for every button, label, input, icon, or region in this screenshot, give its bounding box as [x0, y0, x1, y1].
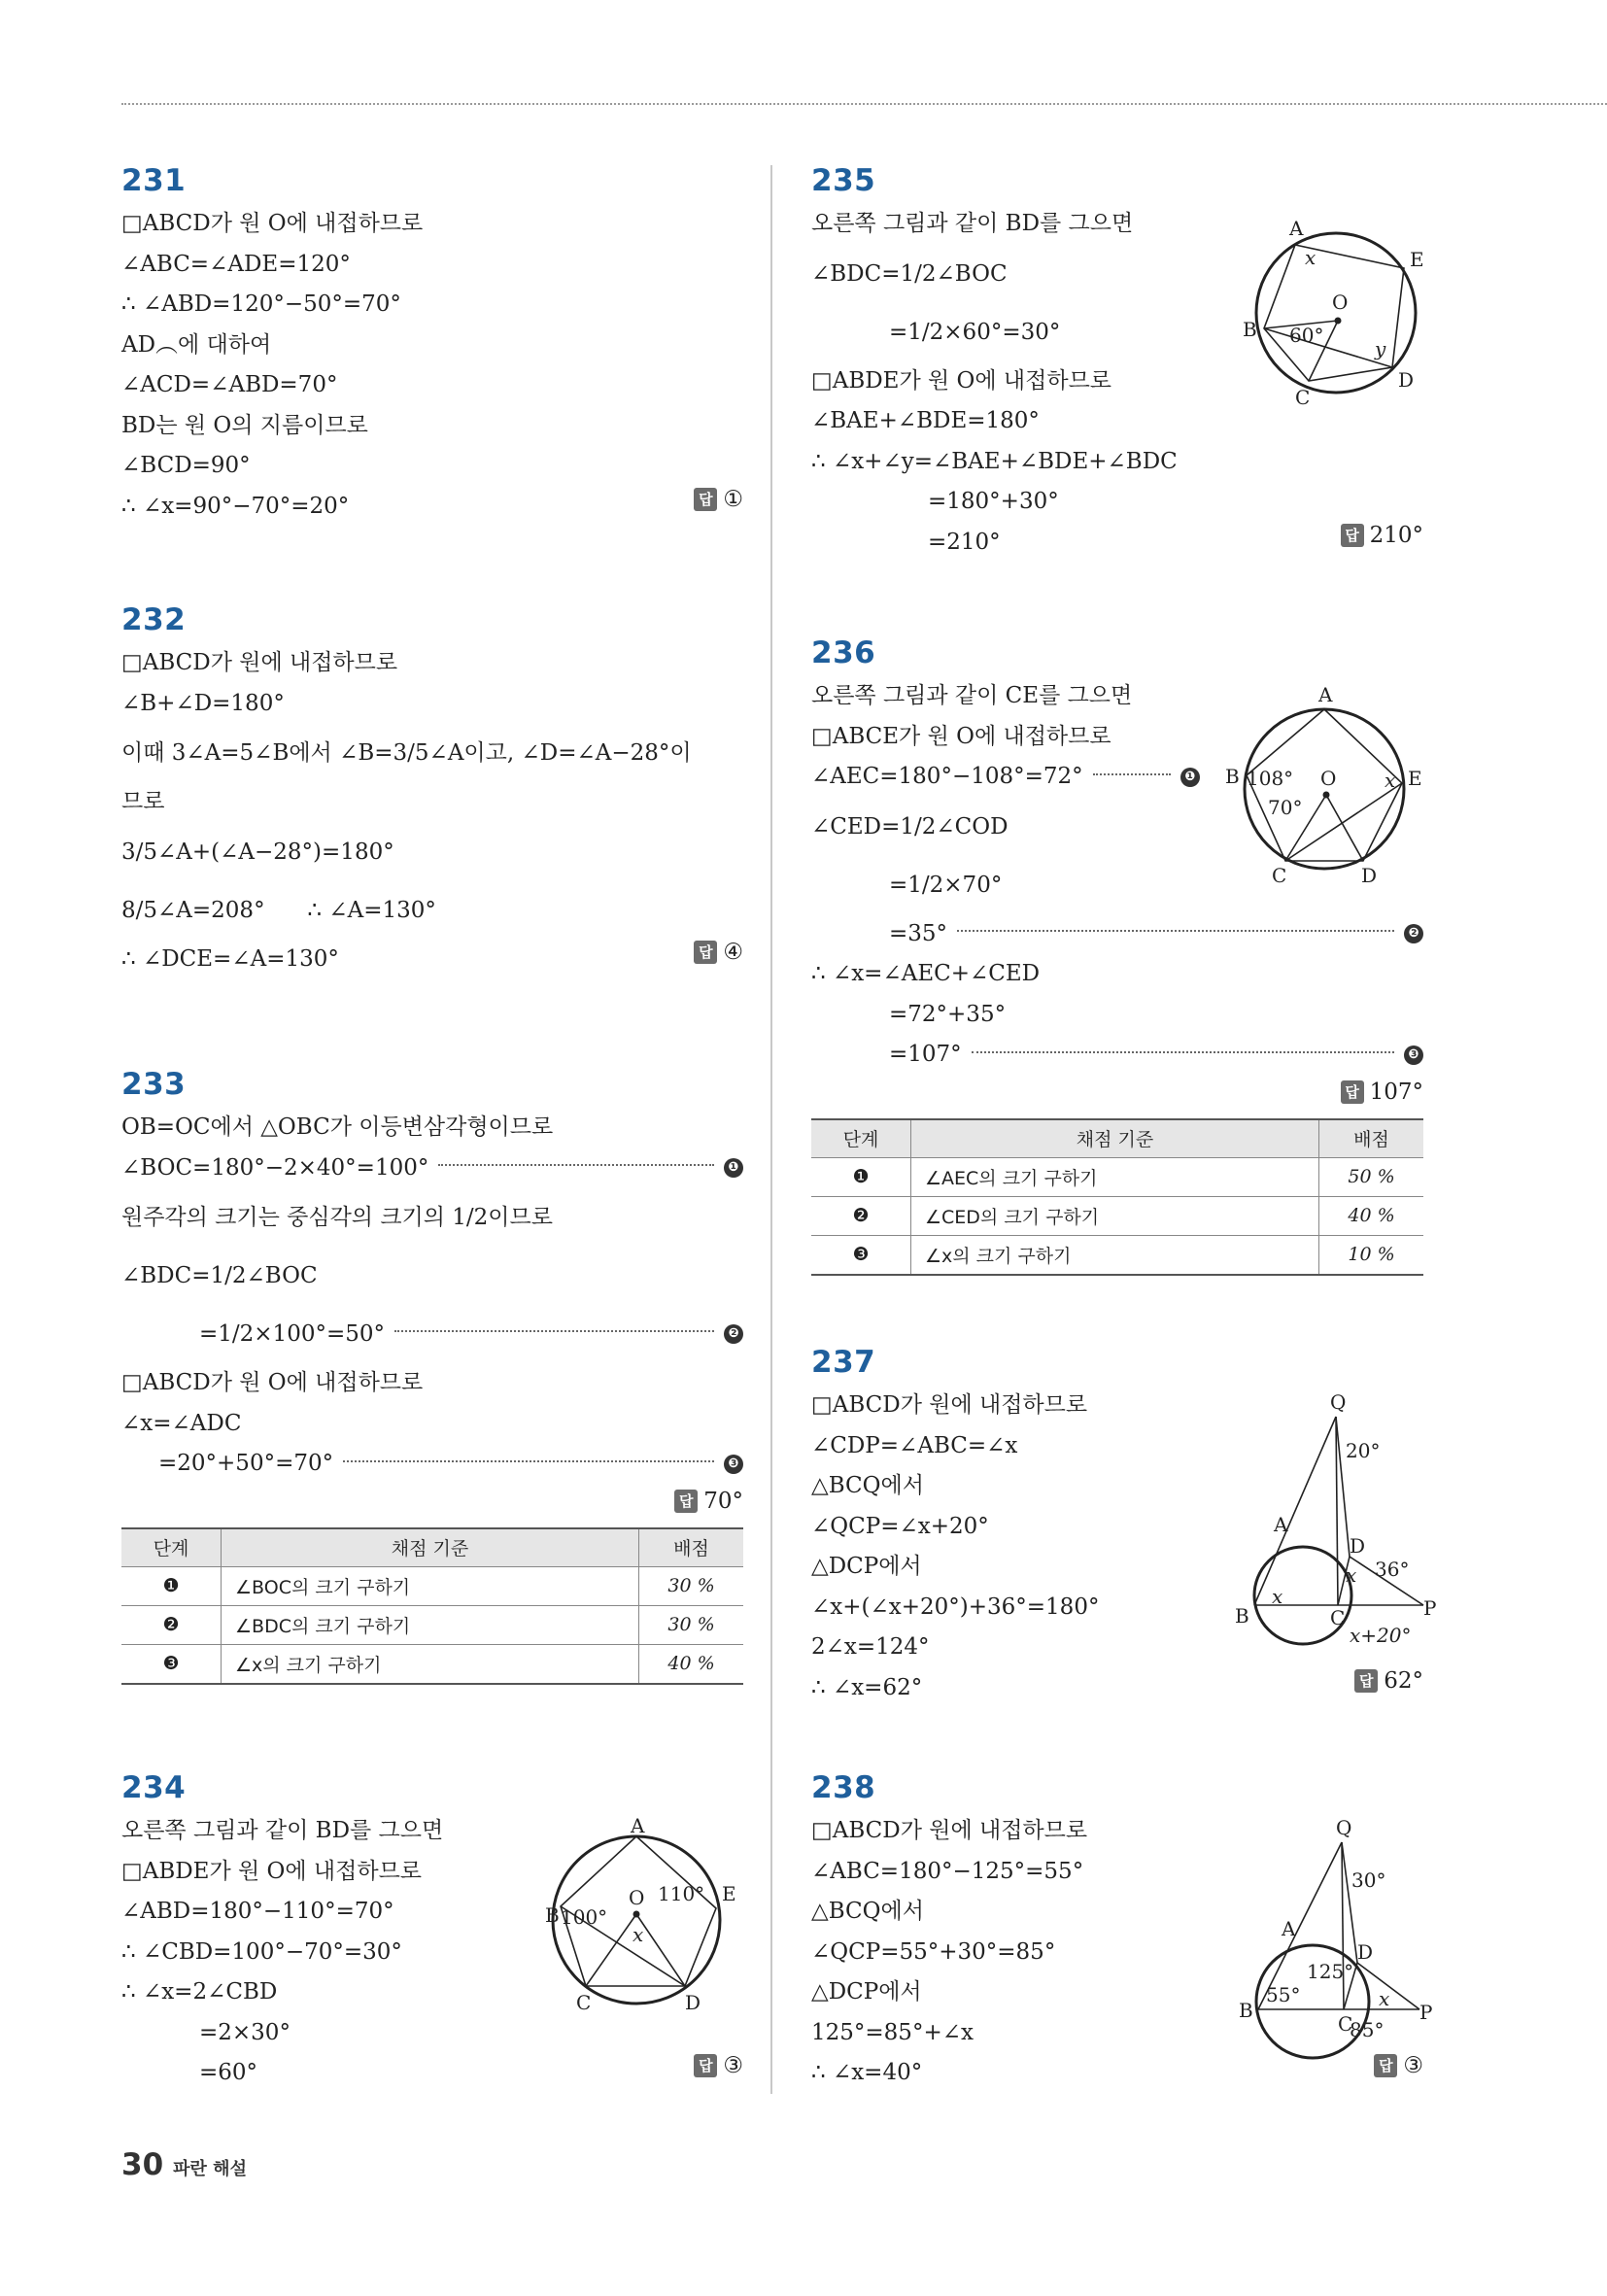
fig-label: B [1239, 1999, 1253, 2022]
table-cell: ❷ [121, 1605, 222, 1644]
table-row [121, 1605, 743, 1644]
solution-step-line [811, 1035, 1423, 1076]
solution-line: =1/2×100°=50° [199, 1321, 385, 1347]
table-cell: 10 % [1319, 1235, 1424, 1275]
solution-line: =210° [928, 529, 1001, 555]
answer-tag: 답 [694, 488, 717, 511]
fig-label: x+20° [1350, 1624, 1412, 1647]
problem-number: 236 [811, 635, 876, 670]
fig-label: 110° [658, 1882, 705, 1905]
solution-line: =72°+35° [889, 1001, 1007, 1027]
solution-line: ∠ACD=∠ABD=70° [121, 372, 338, 397]
solution-line: 오른쪽 그림과 같이 BD를 그으면 [121, 1818, 444, 1843]
fig-label: x [633, 1923, 644, 1946]
fig-label: 36° [1375, 1558, 1410, 1581]
problem-233 [121, 1065, 743, 1685]
problem-number: 238 [811, 1770, 876, 1805]
table-cell: 50 % [1319, 1157, 1424, 1196]
solution-line: □ABCD가 원에 내접하므로 [811, 1818, 1088, 1843]
solution-line: ∠ABC=180°−125°=55° [811, 1858, 1084, 1884]
table-cell: 30 % [639, 1605, 744, 1644]
table-cell: ∠x의 크기 구하기 [911, 1235, 1319, 1275]
step-marker: ❸ [1404, 1045, 1423, 1065]
fig-label: A [1318, 683, 1333, 706]
solution-line: BD는 원 O의 지름이므로 [121, 412, 368, 438]
table-cell: 40 % [1319, 1196, 1424, 1235]
solution-line: ∴ ∠x=∠AEC+∠CED [811, 961, 1041, 986]
fig-label: 108° [1247, 767, 1294, 790]
fig-label: P [1423, 1596, 1437, 1620]
solution-line: =1/2×70° [889, 872, 1003, 898]
fig-label: P [1419, 2001, 1433, 2024]
solution-line: OB=OC에서 △OBC가 이등변삼각형이므로 [121, 1114, 554, 1140]
solution-line: □ABCD가 원에 내접하므로 [121, 650, 398, 675]
fig-label: C [576, 1991, 592, 2014]
table-row [121, 1644, 743, 1684]
answer-tag: 답 [1341, 524, 1364, 547]
fig-label: D [1350, 1534, 1366, 1558]
answer [1341, 523, 1423, 548]
solution-line: 이때 3∠A=5∠B에서 ∠B=3/5∠A이고, ∠D=∠A−28°이 [121, 740, 692, 766]
fig-label: C [1272, 864, 1287, 887]
answer-tag: 답 [1374, 2054, 1397, 2077]
fig-label: O [1320, 767, 1337, 790]
solution-line: ∴ ∠DCE=∠A=130° [121, 945, 339, 972]
solution-line: □ABDE가 원 O에 내접하므로 [811, 367, 1112, 394]
solution-line: ∴ ∠CBD=100°−70°=30° [121, 1938, 402, 1965]
solution-line: =107° [889, 1042, 962, 1067]
fig-label: B [1225, 765, 1240, 788]
fig-label: B [545, 1903, 560, 1927]
problem-235 [811, 161, 1423, 564]
table-header: 배점 [639, 1528, 744, 1567]
step-marker: ❷ [1404, 924, 1423, 943]
problem-number: 237 [811, 1345, 876, 1380]
solution-line: □ABCD가 원에 내접하므로 [811, 1392, 1088, 1418]
page-footer [121, 2147, 247, 2182]
fig-label: E [1408, 767, 1422, 790]
fig-label: O [629, 1886, 645, 1909]
table-row [811, 1235, 1423, 1275]
table-row [811, 1196, 1423, 1235]
fig-label: x [1346, 1563, 1357, 1587]
fig-label: Q [1336, 1816, 1352, 1839]
answer-tag: 답 [694, 2054, 717, 2077]
solution-line: ∴ ∠x=90°−70°=20° [121, 493, 350, 519]
problem-number: 235 [811, 163, 876, 198]
fig-label: A [1282, 1917, 1296, 1940]
table-row [121, 1566, 743, 1605]
answer-tag: 답 [1341, 1080, 1364, 1104]
step-marker: ❸ [724, 1455, 743, 1474]
table-header: 배점 [1319, 1119, 1424, 1158]
solution-line: 오른쪽 그림과 같이 BD를 그으면 [811, 211, 1134, 236]
table-cell: 30 % [639, 1566, 744, 1605]
problem-231 [121, 161, 743, 528]
answer-value: 107° [1369, 1079, 1423, 1105]
solution-line: △BCQ에서 [811, 1899, 924, 1924]
footer-label: 파란 해설 [173, 2159, 247, 2179]
answer-value: 70° [703, 1488, 743, 1514]
fig-label: E [1410, 248, 1424, 271]
solution-line: ∴ ∠x+∠y=∠BAE+∠BDE+∠BDC [811, 448, 1178, 474]
solution-line: ∠ABD=180°−110°=70° [121, 1899, 394, 1924]
problem-number: 231 [121, 163, 187, 198]
solution-line: ∠ABC=∠ADE=120° [121, 251, 351, 277]
solution-step-line [811, 757, 1200, 798]
fig-label: D [1357, 1940, 1374, 1964]
fig-label: 70° [1268, 796, 1303, 819]
fig-label: 60° [1289, 324, 1324, 347]
answer-value: 62° [1384, 1667, 1423, 1694]
table-row [811, 1157, 1423, 1196]
solution-line: ∠BCD=90° [121, 453, 251, 478]
figure-238 [1229, 1817, 1433, 2070]
fig-label: E [722, 1882, 736, 1905]
table-cell: ∠BOC의 크기 구하기 [222, 1566, 639, 1605]
figure-237 [1229, 1390, 1437, 1654]
figure-234 [539, 1814, 743, 2017]
solution-line: □ABCD가 원 O에 내접하므로 [121, 211, 424, 236]
figure-235 [1229, 216, 1433, 410]
solution-line: ∠BDC=1/2∠BOC [121, 1263, 318, 1288]
solution-line: =20°+50°=70° [158, 1451, 334, 1476]
solution-line: △DCP에서 [811, 1554, 922, 1579]
fig-label: 125° [1307, 1960, 1354, 1983]
solution-step-line [121, 1444, 743, 1485]
fig-label: B [1243, 318, 1257, 341]
answer-value: ① [723, 486, 743, 512]
answer [694, 2053, 743, 2078]
solution-line: =1/2×60°=30° [889, 319, 1061, 345]
fig-label: 30° [1351, 1868, 1386, 1892]
solution-line: 8/5∠A=208° ∴ ∠A=130° [121, 897, 436, 923]
page-number: 30 [121, 2147, 164, 2182]
answer [1341, 1079, 1423, 1105]
answer-value: 210° [1369, 522, 1423, 548]
table-cell: ❶ [121, 1566, 222, 1605]
fig-label: x [1379, 1987, 1390, 2010]
solution-line: 므로 [121, 789, 165, 814]
fig-label: 20° [1346, 1439, 1381, 1462]
fig-label: A [631, 1814, 645, 1837]
fig-label: C [1338, 2012, 1353, 2036]
table-header-row [121, 1528, 743, 1567]
answer [694, 487, 743, 512]
table-cell: ❷ [811, 1196, 911, 1235]
grading-table [811, 1118, 1423, 1276]
answer [674, 1489, 743, 1514]
solution-line: AD︵에 대하여 [121, 331, 272, 358]
step-marker: ❷ [724, 1324, 743, 1344]
answer-tag: 답 [694, 941, 717, 964]
solution-line: ∠BOC=180°−2×40°=100° [121, 1154, 429, 1181]
solution-step-line [811, 914, 1423, 955]
grading-table [121, 1527, 743, 1685]
solution-line: ∠B+∠D=180° [121, 690, 285, 716]
problem-number: 234 [121, 1770, 187, 1805]
fig-label: Q [1330, 1390, 1347, 1414]
table-cell: ∠x의 크기 구하기 [222, 1644, 639, 1684]
solution-line: =35° [889, 920, 948, 946]
solution-line: ∴ ∠x=40° [811, 2060, 923, 2085]
figure-236 [1217, 683, 1431, 887]
solution-step-line [121, 1305, 743, 1363]
solution-line: ∠AEC=180°−108°=72° [811, 764, 1083, 789]
table-cell: ∠AEC의 크기 구하기 [911, 1157, 1319, 1196]
answer-value: ④ [723, 939, 743, 965]
problem-232 [121, 600, 743, 980]
fig-label: x [1305, 246, 1316, 269]
answer [694, 940, 743, 965]
solution-step-line [121, 1148, 743, 1189]
solution-line: △DCP에서 [811, 1979, 922, 2005]
fig-label: 100° [561, 1905, 608, 1929]
table-cell: ∠CED의 크기 구하기 [911, 1196, 1319, 1235]
solution-line: □ABDE가 원 O에 내접하므로 [121, 1858, 423, 1884]
solution-line: ∴ ∠x=2∠CBD [121, 1979, 278, 2005]
fig-label: C [1295, 386, 1311, 409]
top-dotted-rule [121, 103, 1607, 105]
problem-236 [811, 634, 1423, 1276]
fig-label: y [1375, 337, 1386, 360]
fig-label: O [1332, 291, 1349, 314]
solution-line: ∠CED=1/2∠COD [811, 813, 1009, 840]
solution-line: ∠BAE+∠BDE=180° [811, 408, 1040, 433]
answer-value: ③ [1403, 2053, 1423, 2078]
solution-line: □ABCE가 원 O에 내접하므로 [811, 723, 1111, 749]
fig-label: B [1235, 1604, 1249, 1628]
solution-line: ∴ ∠ABD=120°−50°=70° [121, 291, 401, 317]
step-marker: ❶ [1180, 768, 1200, 787]
fig-label: A [1274, 1513, 1288, 1536]
table-header: 단계 [121, 1528, 222, 1567]
solution-line: □ABCD가 원 O에 내접하므로 [121, 1370, 424, 1395]
fig-label: x [1272, 1585, 1283, 1608]
problem-238 [811, 1768, 1433, 2094]
solution-line: 원주각의 크기는 중심각의 크기의 1/2이므로 [121, 1205, 553, 1230]
solution-line: △BCQ에서 [811, 1473, 924, 1498]
problem-number: 233 [121, 1067, 187, 1102]
fig-label: x [1385, 769, 1396, 792]
solution-line: 2∠x=124° [811, 1634, 930, 1660]
fig-label: D [1398, 368, 1415, 392]
fig-label: A [1289, 217, 1304, 240]
table-header: 채점 기준 [911, 1119, 1319, 1158]
step-marker: ❶ [724, 1158, 743, 1178]
table-header: 채점 기준 [222, 1528, 639, 1567]
column-divider [770, 165, 772, 2094]
solution-line: =180°+30° [928, 489, 1059, 514]
problem-number: 232 [121, 602, 187, 637]
table-header-row [811, 1119, 1423, 1158]
fig-label: D [685, 1991, 701, 2014]
fig-label: D [1361, 864, 1378, 887]
fig-label: C [1330, 1606, 1346, 1629]
table-cell: ❸ [121, 1644, 222, 1684]
solution-line: ∠QCP=∠x+20° [811, 1513, 989, 1539]
solution-line: 3/5∠A+(∠A−28°)=180° [121, 839, 394, 865]
table-cell: ❸ [811, 1235, 911, 1275]
table-header: 단계 [811, 1119, 911, 1158]
solution-line: =2×30° [199, 2019, 291, 2045]
fig-label: 55° [1266, 1983, 1301, 2006]
answer [1354, 1668, 1423, 1694]
solution-line: =60° [199, 2060, 258, 2085]
answer-tag: 답 [1354, 1669, 1378, 1693]
solution-line: ∠CDP=∠ABC=∠x [811, 1432, 1018, 1458]
table-cell: ∠BDC의 크기 구하기 [222, 1605, 639, 1644]
solution-line: ∠x+(∠x+20°)+36°=180° [811, 1593, 1100, 1620]
answer-tag: 답 [674, 1490, 698, 1513]
solution-line: ∠BDC=1/2∠BOC [811, 260, 1008, 287]
solution-line: ∠QCP=55°+30°=85° [811, 1938, 1056, 1965]
table-cell: ❶ [811, 1157, 911, 1196]
fig-label: 85° [1350, 2018, 1385, 2041]
solution-line: 오른쪽 그림과 같이 CE를 그으면 [811, 683, 1133, 708]
problem-237 [811, 1343, 1437, 1709]
solution-line: ∠x=∠ADC [121, 1410, 242, 1436]
table-cell: 40 % [639, 1644, 744, 1684]
answer-value: ③ [723, 2053, 743, 2078]
solution-line: ∴ ∠x=62° [811, 1674, 923, 1700]
problem-234 [121, 1768, 743, 2094]
solution-line: 125°=85°+∠x [811, 2019, 974, 2045]
